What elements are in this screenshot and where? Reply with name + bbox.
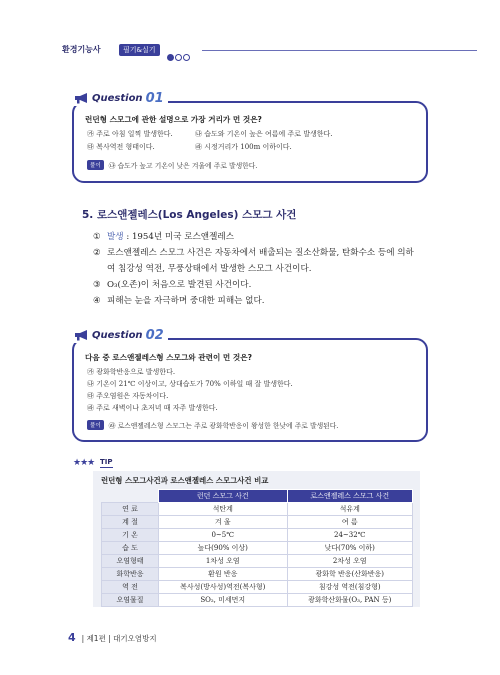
page-number: 4: [68, 631, 76, 644]
running-header: [62, 44, 477, 58]
option-d: ㉱ 주로 새벽이나 초저녁 때 자주 발생한다.: [87, 404, 218, 412]
header-dots: [167, 46, 191, 65]
table-row: [102, 516, 413, 529]
dot-icon: [175, 54, 182, 61]
row-header: 습 도: [102, 542, 159, 555]
answer-text: ㉯ 습도가 높고 기온이 낮은 겨울에 주로 발생한다.: [108, 162, 258, 170]
dot-icon: [167, 54, 174, 61]
question-number: 02: [145, 327, 164, 343]
answer-text: ㉱ 로스앤젤레스형 스모그는 주로 광화학반응이 왕성한 한낮에 주로 발생된다.: [108, 422, 339, 430]
table-row: [102, 542, 413, 555]
item-marker: ①: [93, 232, 101, 242]
row-header: 기 온: [102, 529, 159, 542]
option-a: ㉮ 광화학반응으로 발생한다.: [87, 368, 176, 376]
row-header: 화학반응: [102, 568, 159, 581]
section-item-3: [93, 278, 251, 290]
table-row: [102, 503, 413, 516]
table-cell: 겨 울: [159, 516, 288, 529]
answer-badge: 풀이: [87, 420, 104, 430]
table-cell: 석유계: [287, 503, 412, 516]
table-cell: 복사성(방사성)역전(복사형): [159, 581, 288, 594]
row-header: 연 료: [102, 503, 159, 516]
item-marker: ④: [93, 296, 101, 306]
table-cell: 0~5℃: [159, 529, 288, 542]
table-header-row: [102, 490, 413, 503]
section-item-4: [93, 294, 265, 306]
row-header: 오염형태: [102, 555, 159, 568]
comparison-table: [101, 489, 413, 607]
table-row: [102, 581, 413, 594]
section-title: 5. 로스앤젤레스(Los Angeles) 스모그 사건: [82, 209, 297, 221]
header-rule: [202, 50, 477, 51]
item-marker: ②: [93, 248, 101, 258]
item-text: O₃(오존)이 처음으로 발견된 사건이다.: [107, 280, 252, 290]
table-row: [102, 594, 413, 607]
option-b: ㉯ 기온이 21℃ 이상이고, 상대습도가 70% 이하일 때 잘 발생한다.: [87, 380, 293, 388]
question-label: Question: [92, 92, 143, 104]
dot-icon: [183, 54, 190, 61]
table-cell: 석탄계: [159, 503, 288, 516]
row-header: 오염물질: [102, 594, 159, 607]
table-cell: SO₂, 미세먼지: [159, 594, 288, 607]
section-item-1: [93, 230, 234, 242]
option-c: ㉰ 주오염원은 자동차이다.: [87, 392, 169, 400]
question-stem: 다음 중 로스앤젤레스형 스모그와 관련이 먼 것은?: [85, 353, 252, 362]
megaphone-icon: [74, 92, 90, 104]
row-header: 역 전: [102, 581, 159, 594]
table-cell: 여 름: [287, 516, 412, 529]
table-row: [102, 555, 413, 568]
table-cell: 24~32℃: [287, 529, 412, 542]
answer-line: [87, 420, 338, 430]
book-badge: 필기&실기: [119, 44, 160, 56]
item-text: 피해는 눈을 자극하며 중대한 피해는 없다.: [107, 296, 265, 306]
table-cell: 환원 반응: [159, 568, 288, 581]
option-d: ㉱ 시정거리가 100m 이하이다.: [195, 143, 292, 151]
option-b: ㉯ 습도와 기온이 높은 여름에 주로 발생한다.: [195, 130, 333, 138]
tip-stars: ★★★: [73, 458, 95, 468]
book-title: 환경기능사: [62, 45, 101, 54]
answer-line: [87, 160, 257, 170]
table-cell: 1차성 오염: [159, 555, 288, 568]
question-header-1: [72, 90, 168, 106]
item-text: 로스앤젤레스 스모그 사건은 자동차에서 배출되는 질소산화물, 탄화수소 등에 의하: [107, 248, 414, 258]
footer-text: | 제1편 | 대기오염방지: [81, 634, 157, 643]
tip-label: TIP: [100, 458, 113, 466]
option-a: ㉮ 주로 아침 일찍 발생한다.: [87, 130, 173, 138]
item-text: : 1954년 미국 로스앤젤레스: [123, 232, 235, 242]
table-cell: 광화학 반응(산화반응): [287, 568, 412, 581]
answer-badge: 풀이: [87, 160, 104, 170]
tip-title: 런던형 스모그사건과 로스앤젤레스 스모그사건 비교: [101, 476, 269, 485]
megaphone-icon: [74, 329, 90, 341]
table-row: [102, 568, 413, 581]
question-number: 01: [145, 90, 164, 106]
table-row: [102, 529, 413, 542]
row-header: 계 절: [102, 516, 159, 529]
question-header-2: [72, 327, 168, 343]
item-marker: ③: [93, 280, 101, 290]
section-item-2-cont: 여 침강성 역전, 무풍상태에서 발생한 스모그 사건이다.: [107, 264, 312, 274]
table-cell: 광화학산화물(O₃, PAN 등): [287, 594, 412, 607]
column-header: 로스앤젤레스 스모그 사건: [287, 490, 412, 503]
table-cell: 침강성 역전(침강형): [287, 581, 412, 594]
item-highlight: 발생: [107, 232, 124, 242]
page-footer: [68, 631, 157, 644]
option-c: ㉰ 복사역전 형태이다.: [87, 143, 155, 151]
column-header: 런던 스모그 사건: [159, 490, 288, 503]
table-cell: 높다(90% 이상): [159, 542, 288, 555]
table-cell: 낮다(70% 이하): [287, 542, 412, 555]
table-cell: 2차성 오염: [287, 555, 412, 568]
section-item-2: [93, 246, 414, 258]
question-label: Question: [92, 329, 143, 341]
table-corner: [102, 490, 159, 503]
question-stem: 런던형 스모그에 관한 설명으로 가장 거리가 먼 것은?: [85, 115, 262, 124]
